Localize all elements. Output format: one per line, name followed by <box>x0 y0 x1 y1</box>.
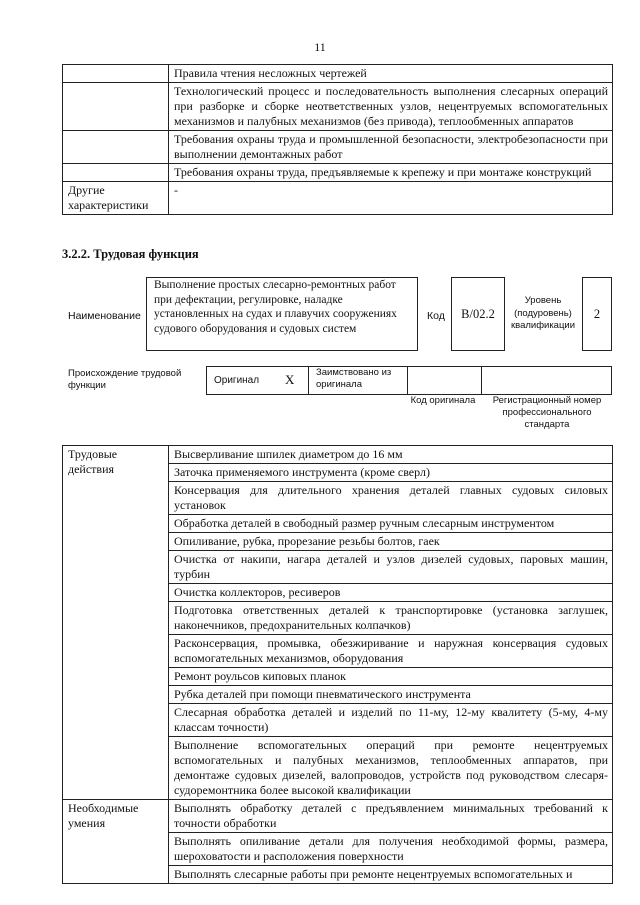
list-item: Подготовка ответственных деталей к транспортировке (установка заглушек, наконечников, предохранительных колпачков) <box>169 602 613 635</box>
knowledge-table <box>62 64 613 215</box>
table-row <box>63 446 613 464</box>
list-item: Ремонт роульсов киповых планок <box>169 668 613 686</box>
list-item: Рубка деталей при помощи пневматического инструмента <box>169 686 613 704</box>
list-item: Обработка деталей в свободный размер ручным слесарным инструментом <box>169 515 613 533</box>
level-label: Уровень (подуровень) квалификации <box>510 295 576 331</box>
original-label: Оригинал <box>214 375 260 386</box>
origin-divider-2 <box>407 366 408 395</box>
code-value: B/02.2 <box>461 307 495 321</box>
labor-actions-table <box>62 445 613 884</box>
origin-label: Происхождение трудовой функции <box>68 368 182 391</box>
list-item: Консервация для длительного хранения деталей главных судовых силовых установок <box>169 482 613 515</box>
list-item: Выполнять опиливание детали для получения необходимой формы, размера, шероховатости и расположения поверхности <box>169 833 613 866</box>
row-text: Правила чтения несложных чертежей <box>169 65 613 83</box>
list-item: Выполнение вспомогательных операций при ремонте нецентруемых вспомогательных и палубных механизмов, теплообменных аппаратов, при демонтаже судовых дизелей, валопроводов, устройств под руководством слесаря-судоремонтника более высокой квалификации <box>169 737 613 800</box>
origin-divider-3 <box>481 366 482 395</box>
original-mark: X <box>285 372 295 387</box>
row-label: Другие характеристики <box>63 182 169 215</box>
list-item: Высверливание шпилек диаметром до 16 мм <box>169 446 613 464</box>
borrowed-label: Заимствовано из оригинала <box>316 367 392 390</box>
list-item: Выполнять слесарные работы при ремонте нецентруемых вспомогательных и <box>169 866 613 884</box>
origin-box <box>206 366 612 395</box>
row-label <box>63 65 169 83</box>
page-number: 11 <box>314 40 326 54</box>
list-item: Расконсервация, промывка, обезжиривание и наружная консервация судовых вспомогательных механизмов, оборудования <box>169 635 613 668</box>
table-row <box>63 182 613 215</box>
table-row <box>63 65 613 83</box>
list-item: Очистка коллекторов, ресиверов <box>169 584 613 602</box>
table-row <box>63 800 613 833</box>
list-item: Слесарная обработка деталей и изделий по 11-му, 12-му квалитету (5-му, 4-му классам точности) <box>169 704 613 737</box>
list-item: Очистка от накипи, нагара деталей и узлов дизелей судовых, паровых машин, турбин <box>169 551 613 584</box>
origin-divider-1 <box>308 366 309 395</box>
table-row <box>63 131 613 164</box>
row-text: Требования охраны труда и промышленной безопасности, электробезопасности при выполнении демонтажных работ <box>169 131 613 164</box>
code-label: Код <box>427 310 445 322</box>
reg-number-caption: Регистрационный номер профессионального стандарта <box>492 395 602 430</box>
row-text: - <box>169 182 613 215</box>
list-item: Опиливание, рубка, прорезание резьбы болтов, гаек <box>169 533 613 551</box>
table-row <box>63 83 613 131</box>
name-label: Наименование <box>68 310 141 322</box>
level-value: 2 <box>593 307 601 321</box>
table-row <box>63 164 613 182</box>
list-item: Выполнять обработку деталей с предъявлением минимальных требований к точности обработки <box>169 800 613 833</box>
function-name: Выполнение простых слесарно-ремонтных работ при дефектации, регулировке, наладке установленных на судах и плавучих сооружениях судового оборудования и судовых систем <box>154 279 397 335</box>
row-label <box>63 83 169 131</box>
row-text: Требования охраны труда, предъявляемые к крепежу и при монтаже конструкций <box>169 164 613 182</box>
row-label <box>63 164 169 182</box>
code-original-caption: Код оригинала <box>410 395 476 406</box>
row-label <box>63 131 169 164</box>
row-text: Технологический процесс и последовательность выполнения слесарных операций при разборке и сборке неответственных узлов, нецентруемых вспомогательных механизмов и палубных механизмов (без привода), теплообменных аппаратов <box>169 83 613 131</box>
list-item: Заточка применяемого инструмента (кроме сверл) <box>169 464 613 482</box>
group-label: Необходимые умения <box>63 800 169 884</box>
group-label: Трудовые действия <box>63 446 169 800</box>
section-heading: 3.2.2. Трудовая функция <box>62 247 199 261</box>
